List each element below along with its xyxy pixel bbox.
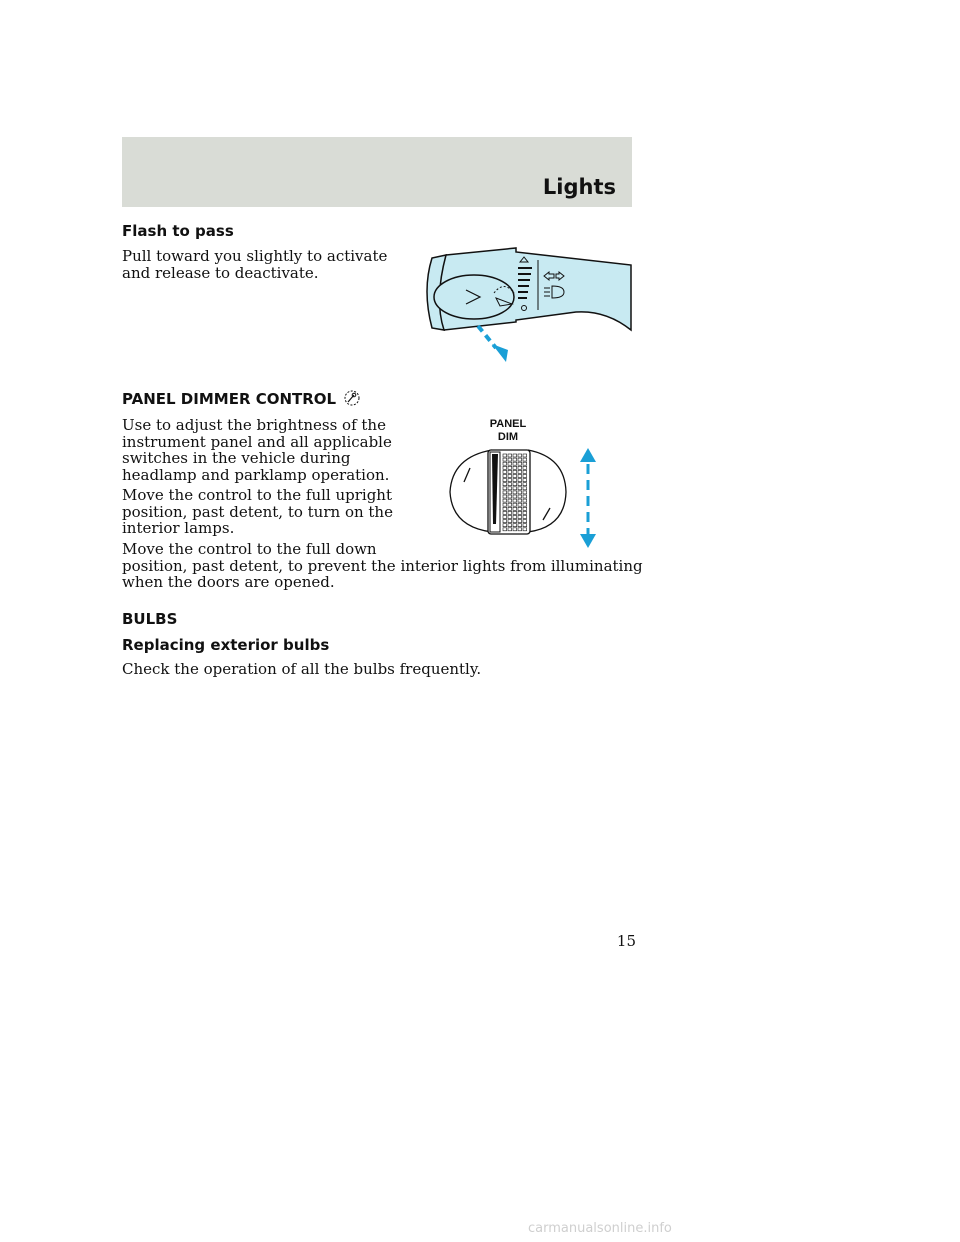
panel-dimmer-para-1: [122, 417, 392, 483]
bulbs-heading: BULBS: [122, 610, 178, 628]
text-line: when the doors are opened.: [122, 573, 335, 591]
text-line: position, past detent, to turn on the: [122, 502, 393, 521]
multifunction-stalk-figure: [416, 240, 636, 365]
text-line: headlamp and parklamp operation.: [122, 465, 390, 484]
panel-dim-figure: [440, 412, 610, 552]
flash-to-pass-text: [122, 248, 387, 281]
replacing-exterior-bulbs-heading: Replacing exterior bulbs: [122, 636, 330, 654]
header-band: [122, 137, 632, 207]
text-line: instrument panel and all applicable: [122, 432, 392, 451]
panel-dimmer-heading-text: PANEL DIMMER CONTROL: [122, 390, 337, 408]
panel-dimmer-para-2: [122, 487, 393, 537]
text-line: Pull toward you slightly to activate: [122, 247, 388, 265]
text-line: Move the control to the full down: [122, 540, 377, 558]
text-line: Use to adjust the brightness of the: [122, 416, 386, 434]
text-line: switches in the vehicle during: [122, 449, 351, 467]
footer-watermark: carmanualsonline.info: [528, 1221, 672, 1236]
bulbs-text: Check the operation of all the bulbs frequently.: [122, 660, 482, 678]
panel-dim-label-line1: PANEL: [489, 418, 527, 430]
text-line: and release to deactivate.: [122, 263, 319, 282]
panel-dimmer-heading: [122, 389, 362, 408]
text-line: Move the control to the full upright: [122, 486, 392, 504]
page-title: Lights: [542, 175, 616, 199]
flash-to-pass-heading: Flash to pass: [122, 222, 234, 240]
text-line: interior lamps.: [122, 519, 235, 537]
panel-dimmer-icon: [342, 389, 362, 407]
page-number: 15: [616, 932, 636, 950]
panel-dim-label-line2: DIM: [497, 431, 519, 443]
text-line: position, past detent, to prevent the interior lights from illuminating: [122, 556, 643, 575]
